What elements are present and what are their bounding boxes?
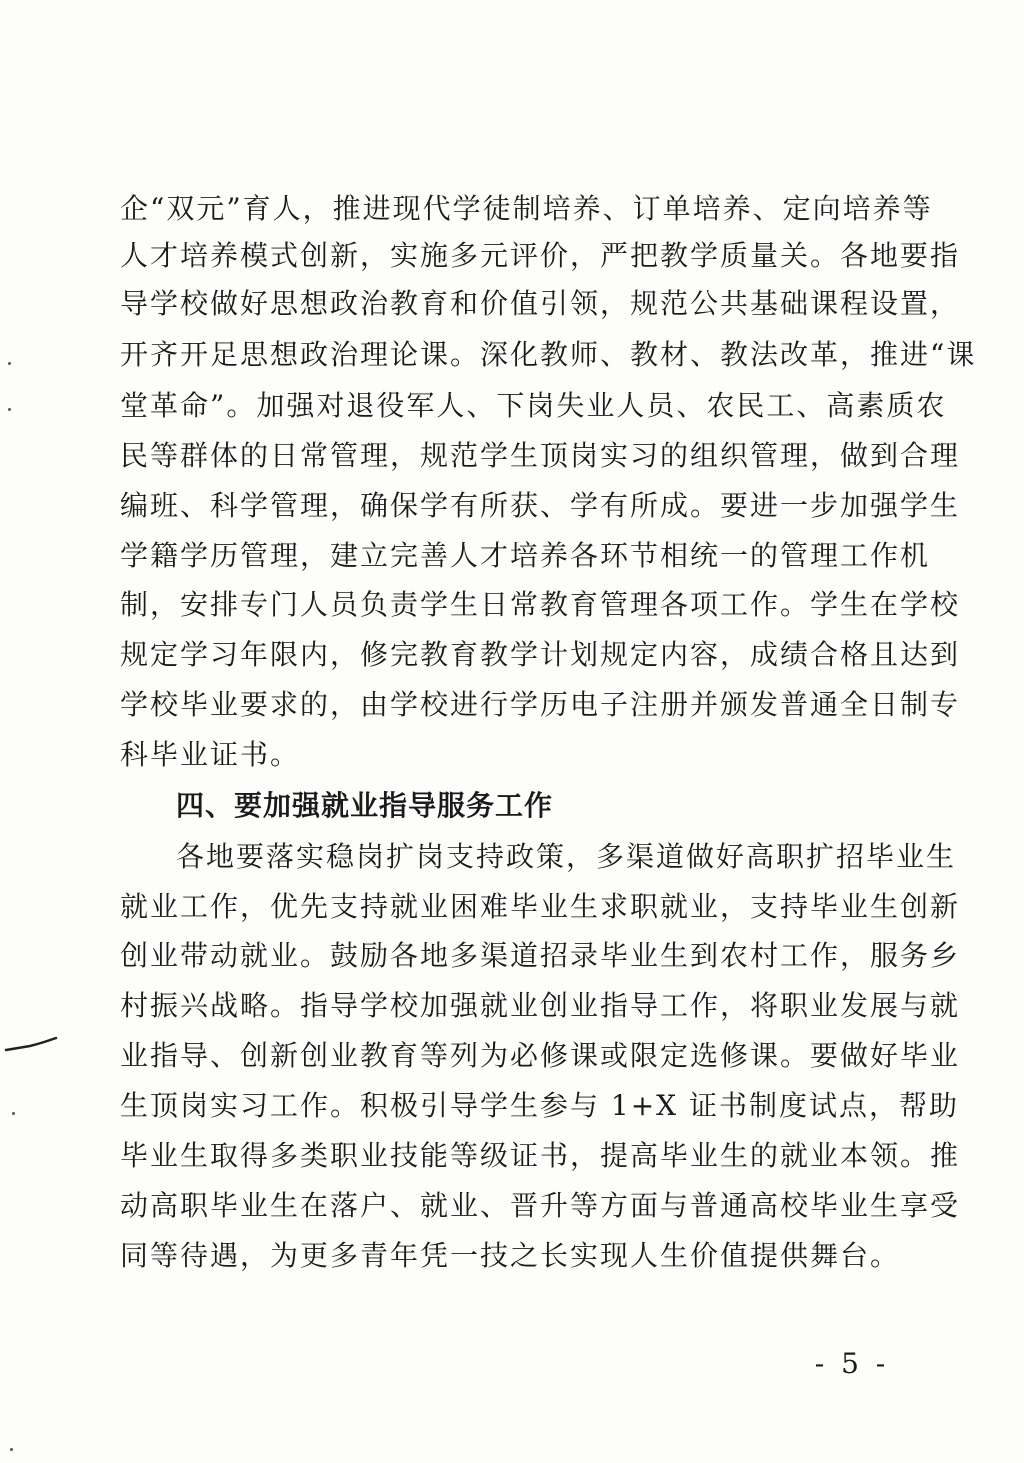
page-number: - 5 - bbox=[814, 1347, 890, 1380]
body-line: 导学校做好思想政治教育和价值引领，规范公共基础课程设置， bbox=[120, 287, 961, 320]
scan-artifact-dot bbox=[10, 1448, 13, 1451]
section-line: 生顶岗实习工作。积极引导学生参与 1+X 证书制度试点，帮助 bbox=[120, 1089, 960, 1122]
section-line: 村振兴战略。指导学校加强就业创业指导工作，将职业发展与就 bbox=[120, 989, 961, 1022]
scan-artifact-stroke bbox=[4, 1028, 64, 1068]
section-heading: 四、要加强就业指导服务工作 bbox=[176, 789, 554, 822]
body-line: 民等群体的日常管理，规范学生顶岗实习的组织管理，做到合理 bbox=[120, 439, 961, 472]
section-line: 创业带动就业。鼓励各地多渠道招录毕业生到农村工作，服务乡 bbox=[120, 939, 961, 972]
section-line: 业指导、创新创业教育等列为必修课或限定选修课。要做好毕业 bbox=[120, 1039, 961, 1072]
section-line: 动高职毕业生在落户、就业、晋升等方面与普通高校毕业生享受 bbox=[120, 1189, 961, 1222]
scan-artifact-dot bbox=[8, 408, 11, 411]
body-line: 学校毕业要求的，由学校进行学历电子注册并颁发普通全日制专 bbox=[120, 688, 961, 721]
body-line: 开齐开足思想政治理论课。深化教师、教材、教法改革，推进“课 bbox=[120, 338, 977, 371]
scan-artifact-dot bbox=[12, 1112, 15, 1115]
section-line: 同等待遇，为更多青年凭一技之长实现人生价值提供舞台。 bbox=[120, 1239, 901, 1272]
body-line: 科毕业证书。 bbox=[120, 738, 301, 771]
section-line: 就业工作，优先支持就业困难毕业生求职就业，支持毕业生创新 bbox=[120, 890, 961, 923]
section-line: 各地要落实稳岗扩岗支持政策，多渠道做好高职扩招毕业生 bbox=[176, 840, 957, 873]
body-line: 规定学习年限内，修完教育教学计划规定内容，成绩合格且达到 bbox=[120, 638, 961, 671]
body-line: 编班、科学管理，确保学有所获、学有所成。要进一步加强学生 bbox=[120, 489, 961, 522]
body-line: 制，安排专门人员负责学生日常教育管理各项工作。学生在学校 bbox=[120, 588, 961, 621]
body-line: 人才培养模式创新，实施多元评价，严把教学质量关。各地要指 bbox=[120, 239, 961, 272]
body-line: 企“双元”育人，推进现代学徒制培养、订单培养、定向培养等 bbox=[120, 192, 933, 225]
scan-artifact-dot bbox=[8, 362, 11, 365]
body-line: 堂革命”。加强对退役军人、下岗失业人员、农民工、高素质农 bbox=[120, 389, 947, 422]
section-line: 毕业生取得多类职业技能等级证书，提高毕业生的就业本领。推 bbox=[120, 1139, 961, 1172]
body-line: 学籍学历管理，建立完善人才培养各环节相统一的管理工作机 bbox=[120, 539, 931, 572]
